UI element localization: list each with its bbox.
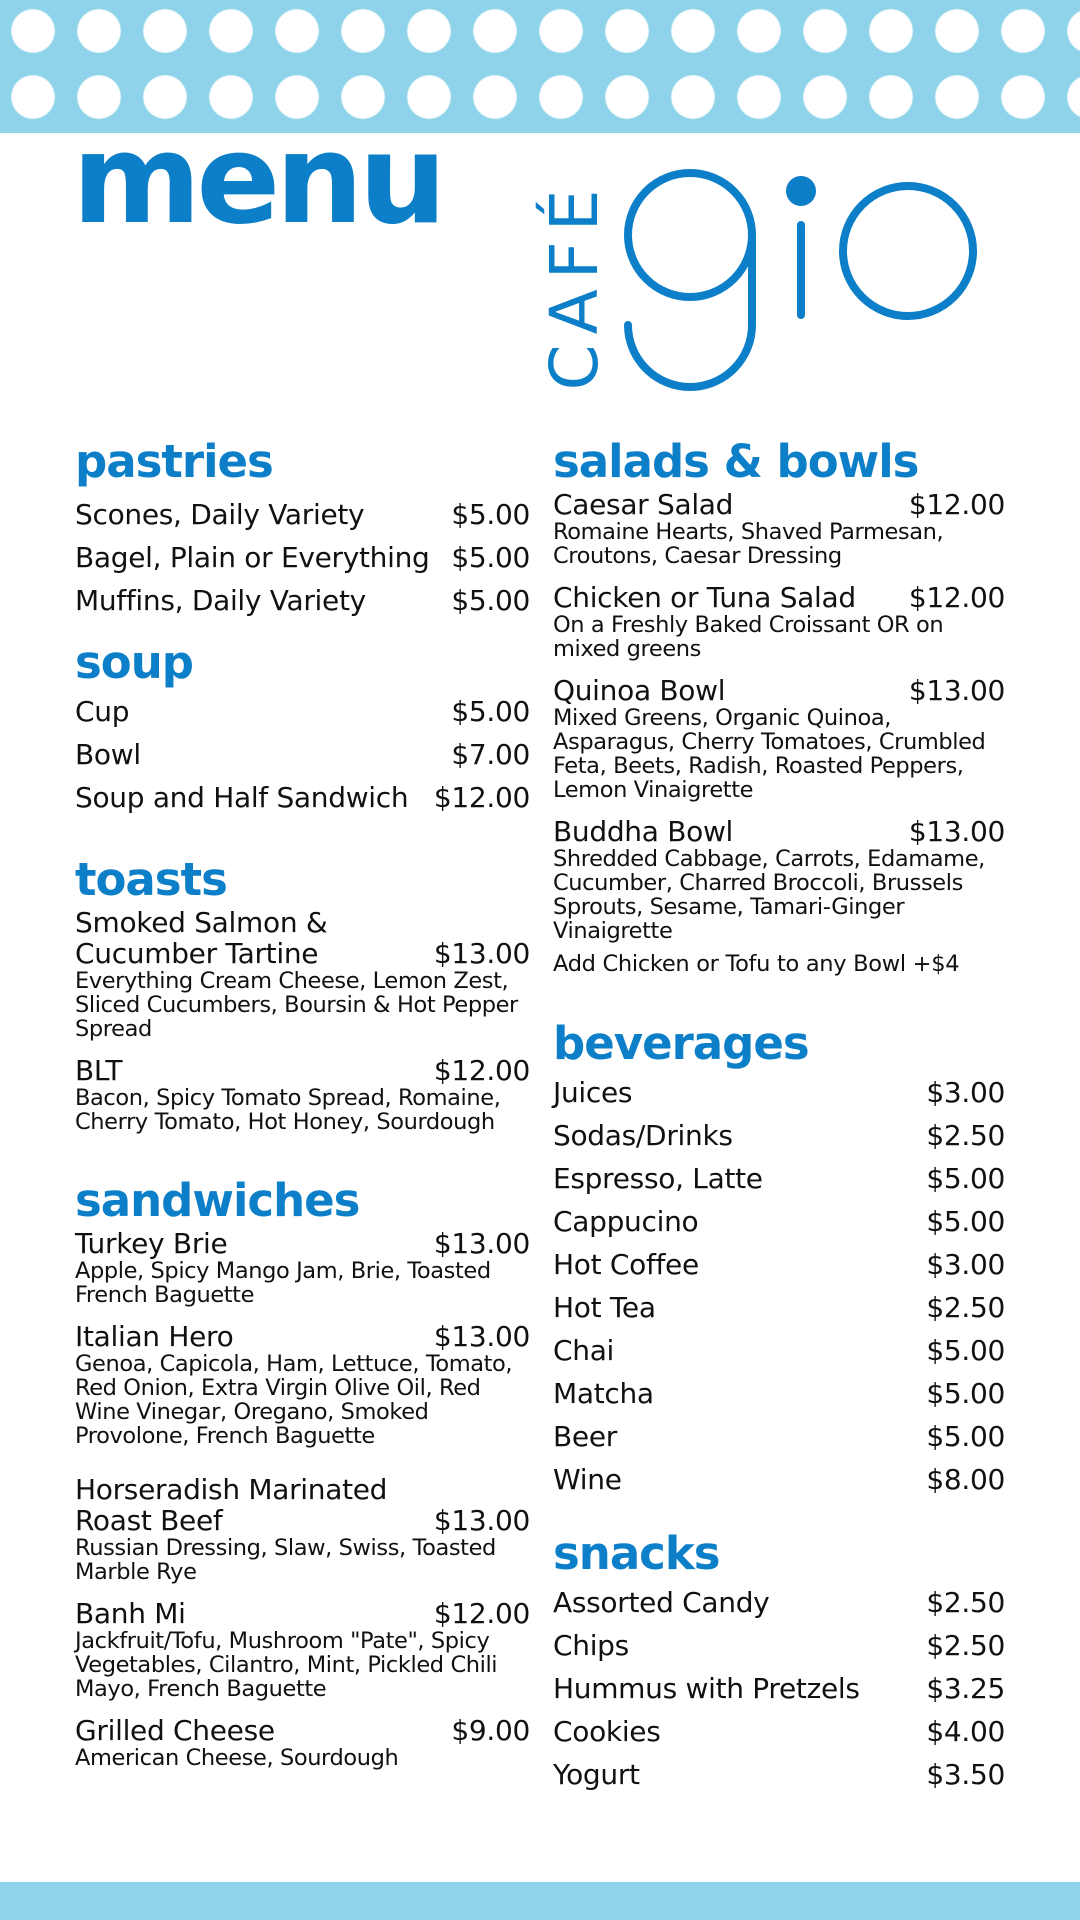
item-price: $13.00 [433,1227,530,1260]
item-description: Everything Cream Cheese, Lemon Zest, Sliced Cucumbers, Boursin & Hot Pepper Spread [75,968,518,1042]
item-price: $7.00 [451,738,530,771]
logo-cafe-text [536,165,613,405]
menu-item [75,733,530,776]
item-price: $13.00 [908,815,1005,848]
logo-o [843,186,973,316]
menu-item [553,1329,1005,1372]
pastries-section [75,435,530,622]
menu-item [553,675,1005,802]
salads-section [553,435,1005,979]
menu-item [75,690,530,733]
item-name: Juices [553,1076,633,1109]
menu-item [553,1710,1005,1753]
menu-item [553,1114,1005,1157]
item-price: $13.00 [433,1320,530,1353]
cafe-gio-logo [536,165,1020,415]
item-name: Smoked Salmon & Cucumber Tartine [75,906,328,970]
item-description: Mixed Greens, Organic Quinoa, Asparagus, Cherry Tomatoes, Crumbled Feta, Beets, Radish, Roasted Peppers, Lemon Vinaigrette [553,705,986,803]
item-price: $2.50 [926,1629,1005,1662]
menu-item [75,907,530,1041]
item-price: $12.00 [433,1054,530,1087]
item-name: Bagel, Plain or Everything [75,541,430,574]
item-name: Cookies [553,1715,661,1748]
bowl-addon-note: Add Chicken or Tofu to any Bowl +$4 [553,951,960,977]
item-name: Yogurt [553,1758,640,1791]
item-description: On a Freshly Baked Croissant OR on mixed greens [553,612,944,662]
menu-item [553,1157,1005,1200]
soup-section [75,636,530,819]
footer-band [0,1882,1080,1920]
menu-item [75,1715,530,1770]
item-name: Beer [553,1420,617,1453]
item-price: $2.50 [926,1586,1005,1619]
beverages-section [553,1017,1005,1501]
menu-item [75,579,530,622]
menu-item [553,1415,1005,1458]
menu-item [75,493,530,536]
item-price: $5.00 [926,1420,1005,1453]
item-name: Cappucino [553,1205,699,1238]
menu-item [553,1458,1005,1501]
toasts-section [75,853,530,1134]
page-title: menu [72,108,442,252]
item-price: $5.00 [451,584,530,617]
item-price: $5.00 [926,1205,1005,1238]
sandwiches-section [75,1174,530,1770]
section-title-beverages: beverages [553,1017,809,1070]
menu-item [75,1228,530,1307]
snacks-section [553,1527,1005,1796]
item-price: $9.00 [451,1714,530,1747]
item-description: Jackfruit/Tofu, Mushroom "Pate", Spicy Vegetables, Cilantro, Mint, Pickled Chili Mayo, French Baguette [75,1628,498,1702]
item-price: $13.00 [908,674,1005,707]
item-name: Grilled Cheese [75,1714,275,1747]
item-description: Apple, Spicy Mango Jam, Brie, Toasted French Baguette [75,1258,491,1308]
item-price: $5.00 [451,695,530,728]
menu-item [553,1667,1005,1710]
item-name: Soup and Half Sandwich [75,781,409,814]
menu-item [553,1624,1005,1667]
menu-item [75,1321,530,1448]
section-title-toasts: toasts [75,853,227,906]
item-price: $5.00 [926,1162,1005,1195]
item-name: Turkey Brie [75,1227,228,1260]
menu-item [553,1071,1005,1114]
item-name: Matcha [553,1377,654,1410]
item-name: Hot Coffee [553,1248,699,1281]
section-title-pastries: pastries [75,435,273,488]
menu-item [553,1243,1005,1286]
item-price: $5.00 [451,541,530,574]
item-price: $12.00 [433,1597,530,1630]
item-description: Romaine Hearts, Shaved Parmesan, Croutons, Caesar Dressing [553,519,944,569]
item-description: Bacon, Spicy Tomato Spread, Romaine, Cherry Tomato, Hot Honey, Sourdough [75,1085,501,1135]
menu-item [75,776,530,819]
logo-i-dot [786,176,816,206]
item-name: Scones, Daily Variety [75,498,365,531]
item-price: $5.00 [451,498,530,531]
menu-item [553,1753,1005,1796]
item-price: $12.00 [908,488,1005,521]
item-name: Banh Mi [75,1597,186,1630]
menu-item [553,1581,1005,1624]
menu-item [553,1372,1005,1415]
item-price: $2.50 [926,1119,1005,1152]
item-price: $5.00 [926,1334,1005,1367]
item-price: $8.00 [926,1463,1005,1496]
menu-item [553,816,1005,943]
section-title-sandwiches: sandwiches [75,1174,360,1227]
menu-item [75,536,530,579]
menu-item [553,1286,1005,1329]
menu-item [75,1474,530,1584]
menu-item [75,1055,530,1134]
item-name: Wine [553,1463,622,1496]
item-price: $3.25 [926,1672,1005,1705]
item-name: Bowl [75,738,141,771]
menu-item [553,582,1005,661]
item-name: Hummus with Pretzels [553,1672,860,1705]
section-title-salads: salads & bowls [553,435,919,488]
logo-gio-mark [618,165,1018,405]
item-name: Chicken or Tuna Salad [553,581,856,614]
item-description: Genoa, Capicola, Ham, Lettuce, Tomato, Red Onion, Extra Virgin Olive Oil, Red Wine Vinegar, Oregano, Smoked Provolone, French Baguette [75,1351,513,1449]
item-name: Sodas/Drinks [553,1119,733,1152]
item-description: Russian Dressing, Slaw, Swiss, Toasted Marble Rye [75,1535,496,1585]
logo-g-bowl [628,173,752,297]
item-name: Hot Tea [553,1291,656,1324]
item-name: Chips [553,1629,629,1662]
section-title-snacks: snacks [553,1527,720,1580]
right-column [553,435,1005,1796]
item-name: Muffins, Daily Variety [75,584,366,617]
item-description: Shredded Cabbage, Carrots, Edamame, Cucumber, Charred Broccoli, Brussels Sprouts, Sesame, Tamari-Ginger Vinaigrette [553,846,985,944]
left-column [75,435,530,1770]
item-name: Chai [553,1334,615,1367]
item-description: American Cheese, Sourdough [75,1745,399,1771]
item-name: Buddha Bowl [553,815,734,848]
item-price: $13.00 [433,1504,530,1537]
item-price: $5.00 [926,1377,1005,1410]
item-price: $3.50 [926,1758,1005,1791]
item-name: Assorted Candy [553,1586,770,1619]
menu-item [75,1598,530,1701]
item-price: $3.00 [926,1248,1005,1281]
item-price: $4.00 [926,1715,1005,1748]
item-price: $2.50 [926,1291,1005,1324]
item-name: BLT [75,1054,123,1087]
item-price: $3.00 [926,1076,1005,1109]
logo-cafe-label: CAFÉ [536,179,613,391]
logo-g-tail [628,235,752,387]
item-price: $12.00 [908,581,1005,614]
item-price: $12.00 [433,781,530,814]
item-name: Cup [75,695,130,728]
item-name: Caesar Salad [553,488,734,521]
menu-item [553,1200,1005,1243]
item-name: Quinoa Bowl [553,674,726,707]
section-title-soup: soup [75,636,193,689]
item-name: Italian Hero [75,1320,234,1353]
menu-item [553,489,1005,568]
item-name: Horseradish Marinated Roast Beef [75,1473,388,1537]
item-name: Espresso, Latte [553,1162,763,1195]
item-price: $13.00 [433,937,530,970]
